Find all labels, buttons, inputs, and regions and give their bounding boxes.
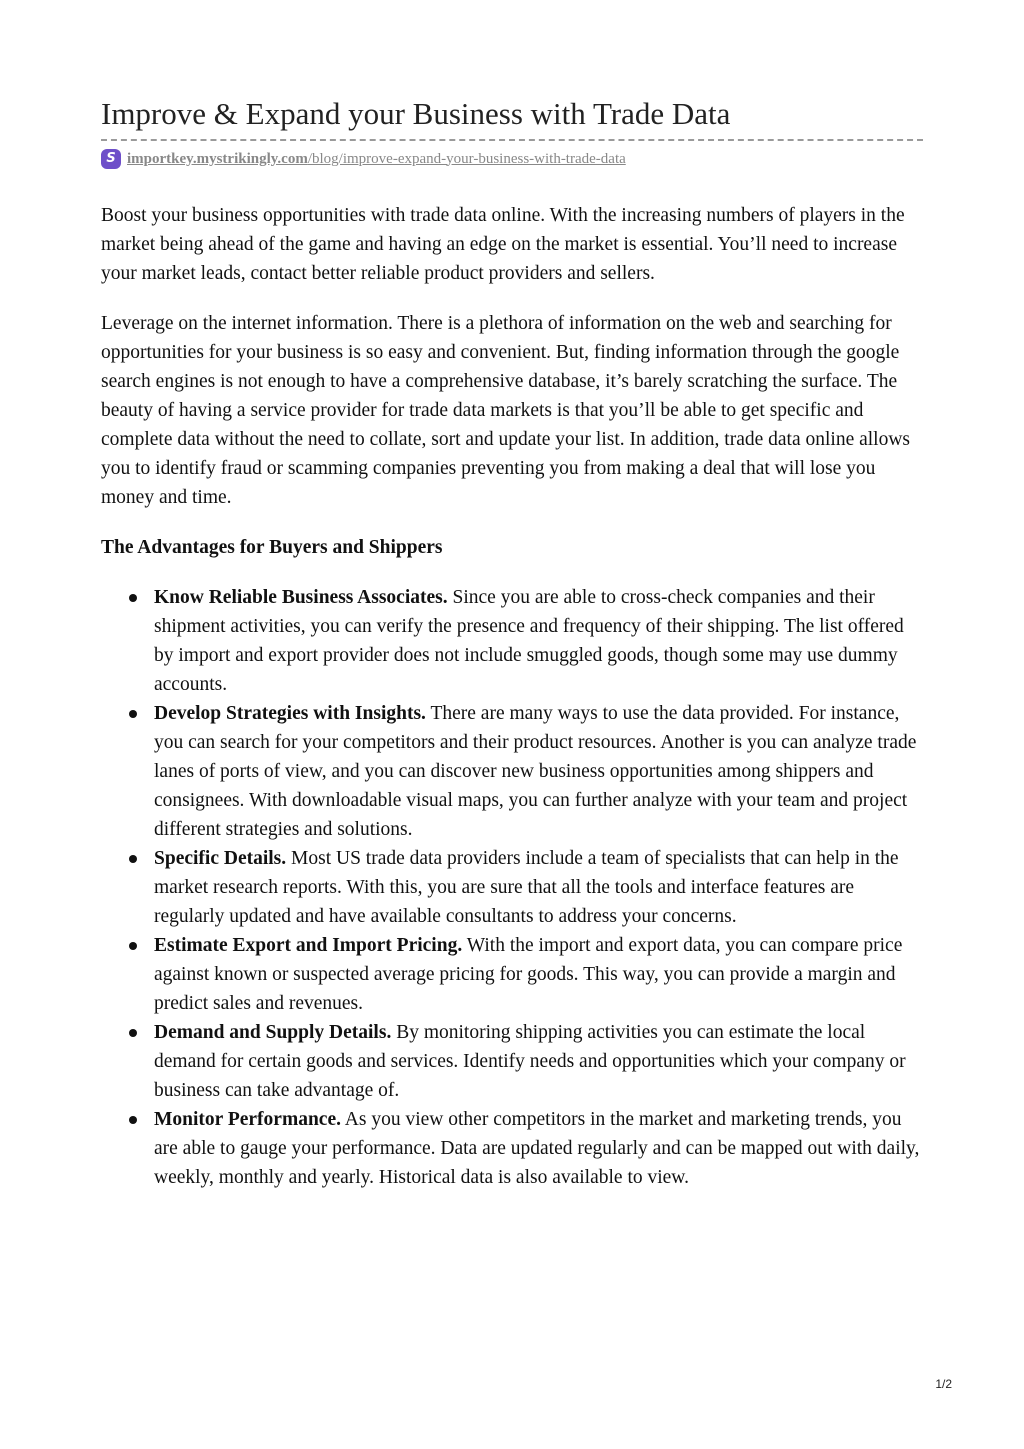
list-item <box>154 1105 923 1192</box>
bullet-icon <box>129 855 137 863</box>
list-item-text: Most US trade data providers include a team of specialists that can help in the market research reports. With this, you are sure that all the tools and interface features are regularly updated and have available consultants to address your concerns. <box>154 848 899 927</box>
page-number: 1/2 <box>935 1377 952 1391</box>
bullet-icon <box>129 1029 137 1037</box>
list-item <box>154 699 923 844</box>
bullet-icon <box>129 942 137 950</box>
list-item-title: Develop Strategies with Insights. <box>154 703 426 724</box>
list-item <box>154 1018 923 1105</box>
intro-paragraph: Boost your business opportunities with trade data online. With the increasing numbers of players in the market being ahead of the game and having an edge on the market is essential. You’ll need to increase your market leads, contact better reliable product providers and sellers. <box>101 205 905 284</box>
list-item-title: Know Reliable Business Associates. <box>154 587 448 608</box>
source-domain: importkey.mystrikingly.com <box>127 150 308 167</box>
source-link[interactable] <box>127 151 626 168</box>
list-item-text: Since you are able to cross-check companies and their shipment activities, you can verify the presence and frequency of their shipping. The list offered by import and export provider does not include smuggled goods, though some may use dummy accounts. <box>154 587 904 695</box>
list-item-text: By monitoring shipping activities you can estimate the local demand for certain goods and services. Identify needs and opportunities which your company or business can take advantage of. <box>154 1022 906 1101</box>
page-title: Improve & Expand your Business with Trade Data <box>101 96 731 131</box>
source-link-row <box>101 148 626 170</box>
list-item-title: Monitor Performance. <box>154 1109 341 1130</box>
list-item-title: Estimate Export and Import Pricing. <box>154 935 463 956</box>
source-path: /blog/improve-expand-your-business-with-trade-data <box>307 150 626 167</box>
bullet-icon <box>129 1116 137 1124</box>
section-heading: The Advantages for Buyers and Shippers <box>101 537 443 558</box>
bullet-icon <box>129 594 137 602</box>
list-item-title: Specific Details. <box>154 848 287 869</box>
list-item-title: Demand and Supply Details. <box>154 1022 392 1043</box>
list-item-text: There are many ways to use the data provided. For instance, you can search for your competitors and their product resources. Another is you can analyze trade lanes of ports of view, and you can discover new business opportunities among shippers and consignees. With downloadable visual maps, you can further analyze with your team and project different strategies and solutions. <box>154 703 917 840</box>
list-item <box>154 844 923 931</box>
leverage-paragraph: Leverage on the internet information. There is a plethora of information on the web and searching for opportunities for your business is so easy and convenient. But, finding information through the google search engines is not enough to have a comprehensive database, it’s barely scratching the surface. The beauty of having a service provider for trade data markets is that you’ll be able to get specific and complete data without the need to collate, sort and update your list. In addition, trade data online allows you to identify fraud or scamming companies preventing you from making a deal that will lose you money and time. <box>101 313 911 508</box>
strikingly-logo-icon: S <box>101 149 121 169</box>
bullet-icon <box>129 710 137 718</box>
list-item-text: As you view other competitors in the market and marketing trends, you are able to gauge your performance. Data are updated regularly and can be mapped out with daily, weekly, monthly and yearly. Historical data is also available to view. <box>154 1109 920 1188</box>
list-item-text: With the import and export data, you can compare price against known or suspected average pricing for goods. This way, you can provide a margin and predict sales and revenues. <box>154 935 903 1014</box>
list-item <box>154 931 923 1018</box>
list-item <box>154 583 923 699</box>
article-body <box>101 201 923 1192</box>
advantages-list <box>101 583 923 1192</box>
title-divider <box>101 139 923 141</box>
